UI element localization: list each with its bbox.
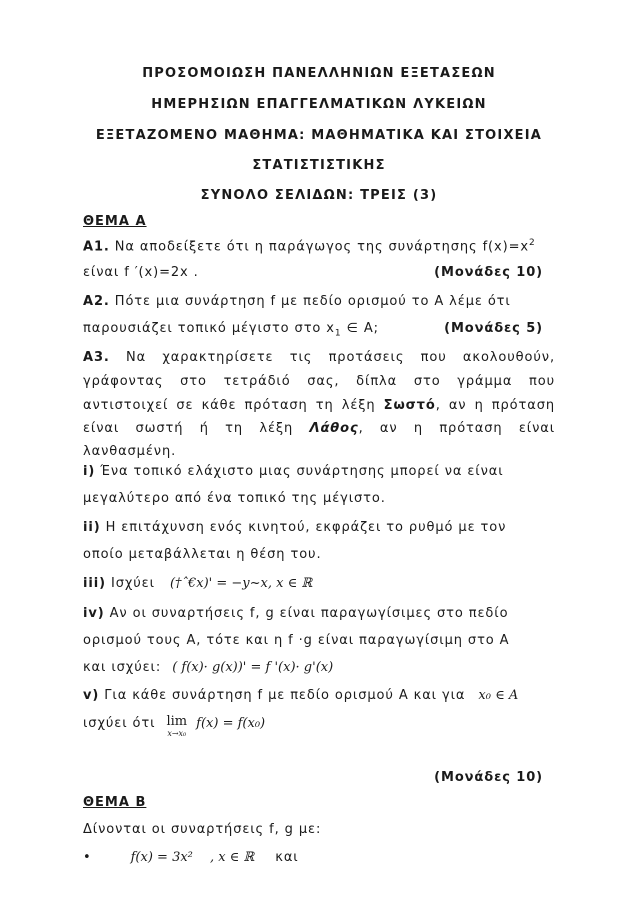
- word-correct: Σωστό: [383, 398, 436, 413]
- question-a3-text-3b: , αν η πρόταση: [435, 398, 556, 413]
- question-a3-line-1: [83, 350, 555, 365]
- question-a3-line-4: [83, 421, 555, 436]
- statement-points: (Μονάδες 10): [434, 770, 543, 785]
- statement-v-line-2: [83, 716, 265, 740]
- theme-b-intro: Δίνονται οι συναρτήσεις f, g με:: [83, 822, 322, 837]
- statement-iii-formula: (†ˆ€x)' = −y~x, x ∈ ℝ: [169, 576, 313, 591]
- question-a1-label: Α1.: [83, 239, 110, 255]
- statement-i-label: i): [83, 464, 96, 479]
- function-f-formula: f(x) = 3x²: [130, 850, 193, 865]
- question-a1-line-2: [83, 265, 199, 280]
- question-a3-text-3: αντιστοιχεί σε κάθε πρόταση τη λέξη: [83, 398, 384, 413]
- question-a2-subscript: 1: [334, 328, 342, 339]
- statement-iv-text-3: και ισχύει:: [83, 660, 162, 675]
- question-a1-points: (Μονάδες 10): [434, 265, 543, 280]
- conjunction-kai: και: [275, 850, 299, 865]
- header-line-3: ΕΞΕΤΑΖΟΜΕΝΟ ΜΑΘΗΜΑ: ΜΑΘΗΜΑΤΙΚΑ ΚΑΙ ΣΤΟΙΧΕΙΑ: [95, 128, 543, 143]
- question-a3-line-2: γράφοντας στο τετράδιό σας, δίπλα στο γράμμα που: [83, 374, 555, 389]
- question-a2-line-2: [83, 321, 379, 339]
- statement-iv-formula: ( f(x)· g(x))' = f '(x)· g'(x): [172, 660, 334, 675]
- header-line-5: ΣΥΝΟΛΟ ΣΕΛΙΔΩΝ: ΤΡΕΙΣ (3): [200, 188, 438, 203]
- header-line-2: ΗΜΕΡΗΣΙΩΝ ΕΠΑΓΓΕΛΜΑΤΙΚΩΝ ΛΥΚΕΙΩΝ: [151, 97, 487, 112]
- statement-v-formula-1: x₀ ∈ A: [478, 688, 519, 703]
- question-a2-line-1: [83, 294, 511, 309]
- question-a3-line-5: λανθασμένη.: [83, 444, 177, 459]
- statement-i-text: Ένα τοπικό ελάχιστο μιας συνάρτησης μπορεί να είναι: [95, 464, 504, 479]
- question-a2-label: Α2.: [83, 294, 110, 309]
- section-title-b: ΘΕΜΑ Β: [83, 795, 147, 810]
- question-a3-label: Α3.: [83, 350, 110, 365]
- statement-v-line-1: [83, 688, 518, 703]
- statement-iv-text-1: Αν οι συναρτήσεις f, g είναι παραγωγίσιμες στο πεδίο: [104, 606, 509, 621]
- question-a3-line-3: [83, 398, 555, 413]
- statement-ii-line-1: [83, 520, 506, 535]
- statement-i-line-1: [83, 464, 504, 479]
- limit-subscript: x→x₀: [167, 729, 187, 738]
- statement-v-formula-2: f(x) = f(x₀): [196, 716, 266, 731]
- question-a2-text-3: ∈ A;: [341, 321, 379, 336]
- statement-iii: [83, 576, 312, 591]
- statement-iv-line-1: [83, 606, 508, 621]
- header-line-4: ΣΤΑΤΙΣΤΙΣΤΙΚΗΣ: [252, 158, 386, 173]
- question-a1-line-1: [83, 238, 536, 254]
- section-title-a: ΘΕΜΑ Α: [83, 214, 147, 229]
- question-a3-text-4b: , αν η πρόταση είναι: [358, 421, 556, 436]
- bullet-icon: •: [83, 850, 92, 865]
- question-a3-text-1: Να χαρακτηρίσετε τις προτάσεις που ακολουθούν,: [109, 350, 555, 365]
- theme-b-definition-f: [83, 850, 299, 865]
- limit-label: lim: [166, 714, 188, 729]
- statement-iii-label: iii): [83, 576, 106, 591]
- statement-iv-label: iv): [83, 606, 105, 621]
- statement-v-text-2: ισχύει ότι: [83, 716, 156, 731]
- statement-ii-label: ii): [83, 520, 101, 535]
- statement-iv-line-2: ορισμού τους Α, τότε και η f ·g είναι παραγωγίσιμη στο Α: [83, 633, 510, 648]
- word-wrong: Λάθος: [309, 421, 359, 436]
- statement-ii-text: Η επιτάχυνση ενός κινητού, εκφράζει το ρυθμό με τον: [100, 520, 507, 535]
- question-a3-text-4: είναι σωστή ή τη λέξη: [83, 421, 310, 436]
- header-line-1: ΠΡΟΣΟΜΟΙΩΣΗ ΠΑΝΕΛΛΗΝΙΩΝ ΕΞΕΤΑΣΕΩΝ: [142, 66, 496, 81]
- statement-i-line-2: μεγαλύτερο από ένα τοπικό της μέγιστο.: [83, 491, 386, 506]
- statement-iv-line-3: [83, 660, 333, 675]
- statement-v-label: v): [83, 688, 100, 703]
- statement-iii-text: Ισχύει: [105, 576, 155, 591]
- question-a2-points: (Μονάδες 5): [444, 321, 543, 336]
- function-f-domain: , x ∈ ℝ: [209, 850, 255, 865]
- statement-v-text-1: Για κάθε συνάρτηση f με πεδίο ορισμού Α και για: [99, 688, 466, 703]
- question-a1-text-2: είναι f ′(x)=2x .: [83, 265, 199, 280]
- question-a2-text-2: παρουσιάζει τοπικό μέγιστο στο x: [83, 321, 335, 336]
- question-a1-superscript: 2: [528, 238, 536, 248]
- statement-ii-line-2: οποίο μεταβάλλεται η θέση του.: [83, 547, 322, 562]
- limit-operator: [166, 716, 187, 740]
- question-a2-text: Πότε μια συνάρτηση f με πεδίο ορισμού το Α λέμε ότι: [109, 294, 511, 309]
- question-a1-text: Να αποδείξετε ότι η παράγωγος της συνάρτησης f(x)=x: [109, 239, 529, 255]
